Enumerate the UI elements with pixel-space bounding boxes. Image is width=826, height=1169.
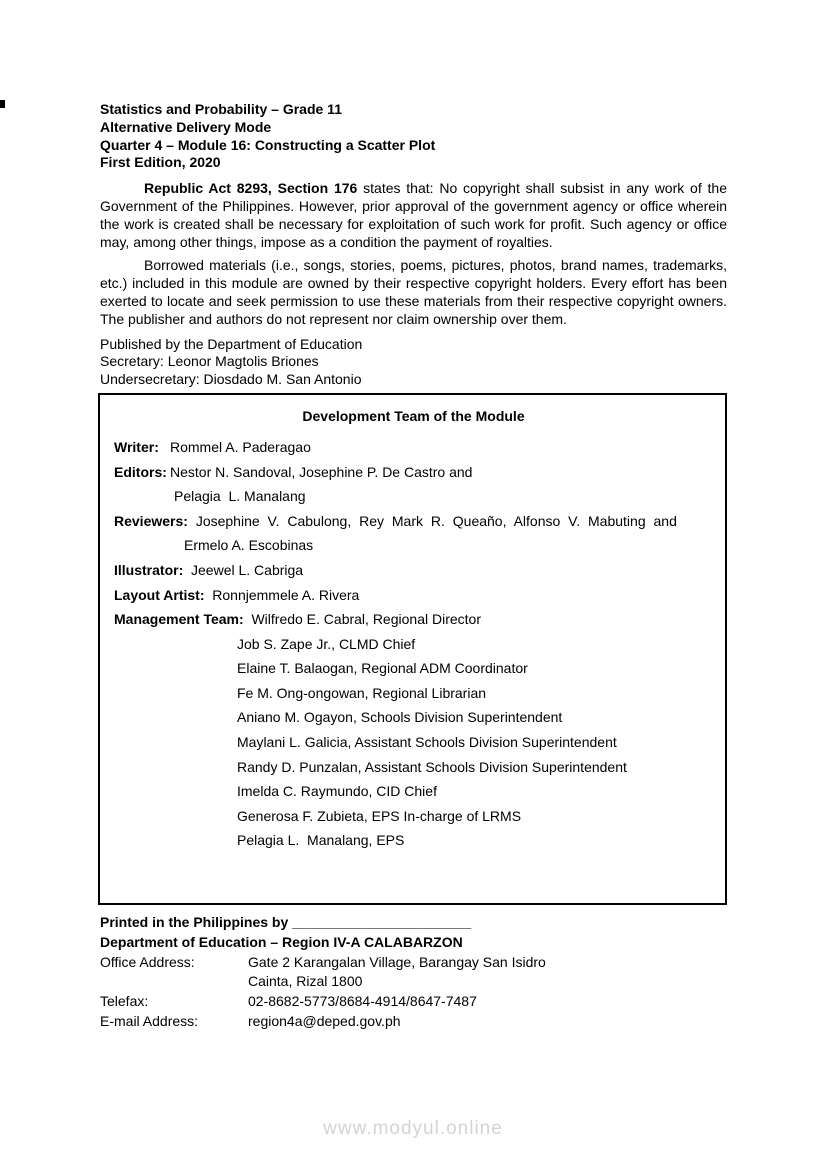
- reviewers-label: Reviewers:: [114, 512, 188, 529]
- copyright-paragraph-text: states that: No copyright shall subsist in any work of the Government of the Philippines. However, prior approval of the government agency or office wherein the work is created shall be necessary for exploitation of such work for profit. Such agency or office may, among other things, impose as a condition the payment of royalties.: [100, 180, 727, 250]
- management-team-member: Job S. Zape Jr., CLMD Chief: [237, 635, 416, 652]
- management-team-member: Imelda C. Raymundo, CID Chief: [237, 783, 437, 800]
- management-team-member: Aniano M. Ogayon, Schools Division Superintendent: [237, 709, 563, 726]
- editors-continuation-row: [114, 484, 713, 509]
- republic-act-lead: Republic Act 8293, Section 176: [144, 180, 364, 197]
- editors-label: Editors:: [114, 463, 167, 480]
- module-edition-line: First Edition, 2020: [100, 154, 221, 171]
- writer-row: [114, 435, 713, 460]
- printed-in-blank: _______________________: [292, 913, 472, 930]
- office-address-value2: Cainta, Rizal 1800: [248, 973, 363, 990]
- illustrator-value: Jeewel L. Cabriga: [183, 561, 304, 578]
- module-title-block: [100, 101, 727, 172]
- telefax-value: 02-8682-5773/8684-4914/8647-7487: [248, 993, 477, 1010]
- watermark: www.modyul.online: [323, 1118, 503, 1139]
- management-team-member: Elaine T. Balaogan, Regional ADM Coordinator: [237, 660, 528, 677]
- email-row: [100, 1012, 727, 1032]
- copyright-paragraph: [100, 180, 727, 251]
- management-team-first: Wilfredo E. Cabral, Regional Director: [243, 611, 481, 628]
- management-team-row: [114, 607, 713, 632]
- module-mode-line: Alternative Delivery Mode: [100, 118, 272, 135]
- layout-artist-value: Ronnjemmele A. Rivera: [204, 586, 360, 603]
- undersecretary-line: Undersecretary: Diosdado M. San Antonio: [100, 371, 362, 388]
- office-address-value: Gate 2 Karangalan Village, Barangay San Isidro: [248, 953, 546, 970]
- editors-row: [114, 460, 713, 485]
- printed-in-label: Printed in the Philippines by: [100, 913, 293, 930]
- secretary-line: Secretary: Leonor Magtolis Briones: [100, 353, 319, 370]
- imprint-block: [100, 913, 727, 1032]
- illustrator-row: [114, 558, 713, 583]
- scan-artifact: [0, 100, 5, 108]
- office-address-row2: [100, 972, 727, 992]
- telefax-label: Telefax:: [100, 993, 149, 1010]
- management-team-member: Pelagia L. Manalang, EPS: [237, 832, 405, 849]
- reviewers-continuation-row: [114, 533, 713, 558]
- reviewers-value-2: Ermelo A. Escobinas: [184, 537, 314, 554]
- development-team-box: [98, 393, 727, 905]
- illustrator-label: Illustrator:: [114, 561, 184, 578]
- borrowed-materials-text: Borrowed materials (i.e., songs, stories, poems, pictures, photos, brand names, trademarks, etc.) included in this module are owned by their respective copyright holders. Every effort has been exerted to locate and seek permission to use these materials from their respective copyright owners. The publisher and authors do not represent nor claim ownership over them.: [100, 257, 727, 327]
- borrowed-materials-paragraph: [100, 257, 727, 328]
- reviewers-row: [114, 509, 713, 534]
- module-subject-line: Statistics and Probability – Grade 11: [100, 101, 342, 117]
- editors-value: Nestor N. Sandoval, Josephine P. De Castro and: [170, 463, 473, 480]
- telefax-row: [100, 992, 727, 1012]
- department-region-line: Department of Education – Region IV-A CALABARZON: [100, 933, 463, 950]
- published-by-line: Published by the Department of Education: [100, 335, 363, 352]
- page-content: [100, 101, 727, 1032]
- publisher-block: [100, 336, 727, 389]
- printed-in-line: [100, 913, 727, 933]
- management-team-member: Maylani L. Galicia, Assistant Schools Division Superintendent: [237, 734, 617, 751]
- office-address-row: [100, 953, 727, 973]
- email-value: region4a@deped.gov.ph: [248, 1012, 401, 1029]
- writer-value: Rommel A. Paderagao: [170, 438, 311, 455]
- email-label: E-mail Address:: [100, 1012, 199, 1029]
- management-team-member: Fe M. Ong-ongowan, Regional Librarian: [237, 684, 487, 701]
- layout-artist-label: Layout Artist:: [114, 586, 205, 603]
- management-team-member: Generosa F. Zubieta, EPS In-charge of LRMS: [237, 807, 522, 824]
- office-address-label: Office Address:: [100, 953, 195, 970]
- development-team-title: Development Team of the Module: [302, 407, 525, 424]
- reviewers-value: Josephine V. Cabulong, Rey Mark R. Queaño, Alfonso V. Mabuting and: [187, 512, 677, 529]
- editors-value-2: Pelagia L. Manalang: [174, 488, 306, 505]
- layout-artist-row: [114, 583, 713, 608]
- management-team-member: Randy D. Punzalan, Assistant Schools Division Superintendent: [237, 758, 627, 775]
- module-quarter-line: Quarter 4 – Module 16: Constructing a Scatter Plot: [100, 136, 436, 153]
- writer-label: Writer:: [114, 438, 159, 455]
- management-team-label: Management Team:: [114, 611, 244, 628]
